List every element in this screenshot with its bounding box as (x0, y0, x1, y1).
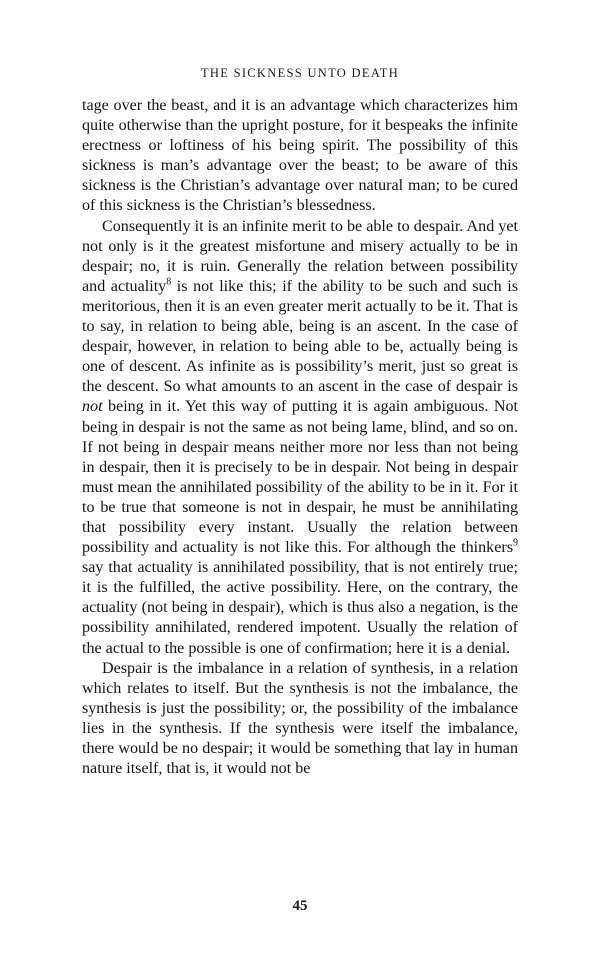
paragraph-2-text-b: is not like this; if the ability to be such and such is meritorious, then it is an even greater merit actually to be it. That is to say, in relation to being able, being is an ascent. In the case of despair, however, in relation to being able to be, actually being is one of descent. As infinite as is possibility’s merit, just so great is the descent. So what amounts to an ascent in the case of despair is (82, 277, 518, 396)
paragraph-3 (82, 659, 518, 780)
paragraph-2-text-d: say that actuality is annihilated possibility, that is not entirely true; it is the fulfilled, the active possibility. Here, on the contrary, the actuality (not being in despair), which is thus also a negation, is the possibility annihilated, rendered impotent. Usually the relation of the actual to the possible is one of confirmation; here it is a denial. (82, 559, 518, 657)
paragraph-2-text-c: being in it. Yet this way of putting it is again ambiguous. Not being in despair is not the same as not being lame, blind, and so on. If not being in despair means neither more nor less than not being in despair, then it is precisely to be in despair. Not being in despair must mean the annihilated possibility of the ability to be in it. For it to be true that someone is not in despair, he must be annihilating that possibility every instant. Usually the relation between possibility and actuality is not like this. For although the thinkers (82, 398, 518, 557)
body-text (82, 96, 518, 779)
paragraph-1-text: tage over the beast, and it is an advantage which characterizes him quite otherwise than the upright posture, for it bespeaks the infinite erectness or loftiness of his being spirit. The possibility of this sickness is man’s advantage over the beast; to be aware of this sickness is the Christian’s advantage over natural man; to be cured of this sickness is the Christian’s blessedness. (82, 97, 518, 215)
page-number: 45 (292, 898, 308, 914)
paragraph-2-text-a: Consequently it is an infinite merit to be able to despair. And yet not only is it the greatest misfortune and misery actually to be in despair; no, it is ruin. Generally the relation between possibility and actuality (82, 217, 518, 295)
paragraph-1 (82, 96, 518, 217)
emphasis-not: not (82, 398, 103, 416)
paragraph-2 (82, 217, 518, 659)
footnote-marker-8[interactable]: 8 (166, 276, 172, 288)
footnote-marker-9[interactable]: 9 (513, 537, 518, 549)
paragraph-3-text: Despair is the imbalance in a relation of synthesis, in a relation which relates to itself. But the synthesis is not the imbalance, the synthesis is just the possibility; or, the possibility of the imbalance lies in the synthesis. If the synthesis were itself the imbalance, there would be no despair; it would be something that lay in human nature itself, that is, it would not be (82, 659, 518, 778)
running-head: THE SICKNESS UNTO DEATH (200, 66, 400, 80)
